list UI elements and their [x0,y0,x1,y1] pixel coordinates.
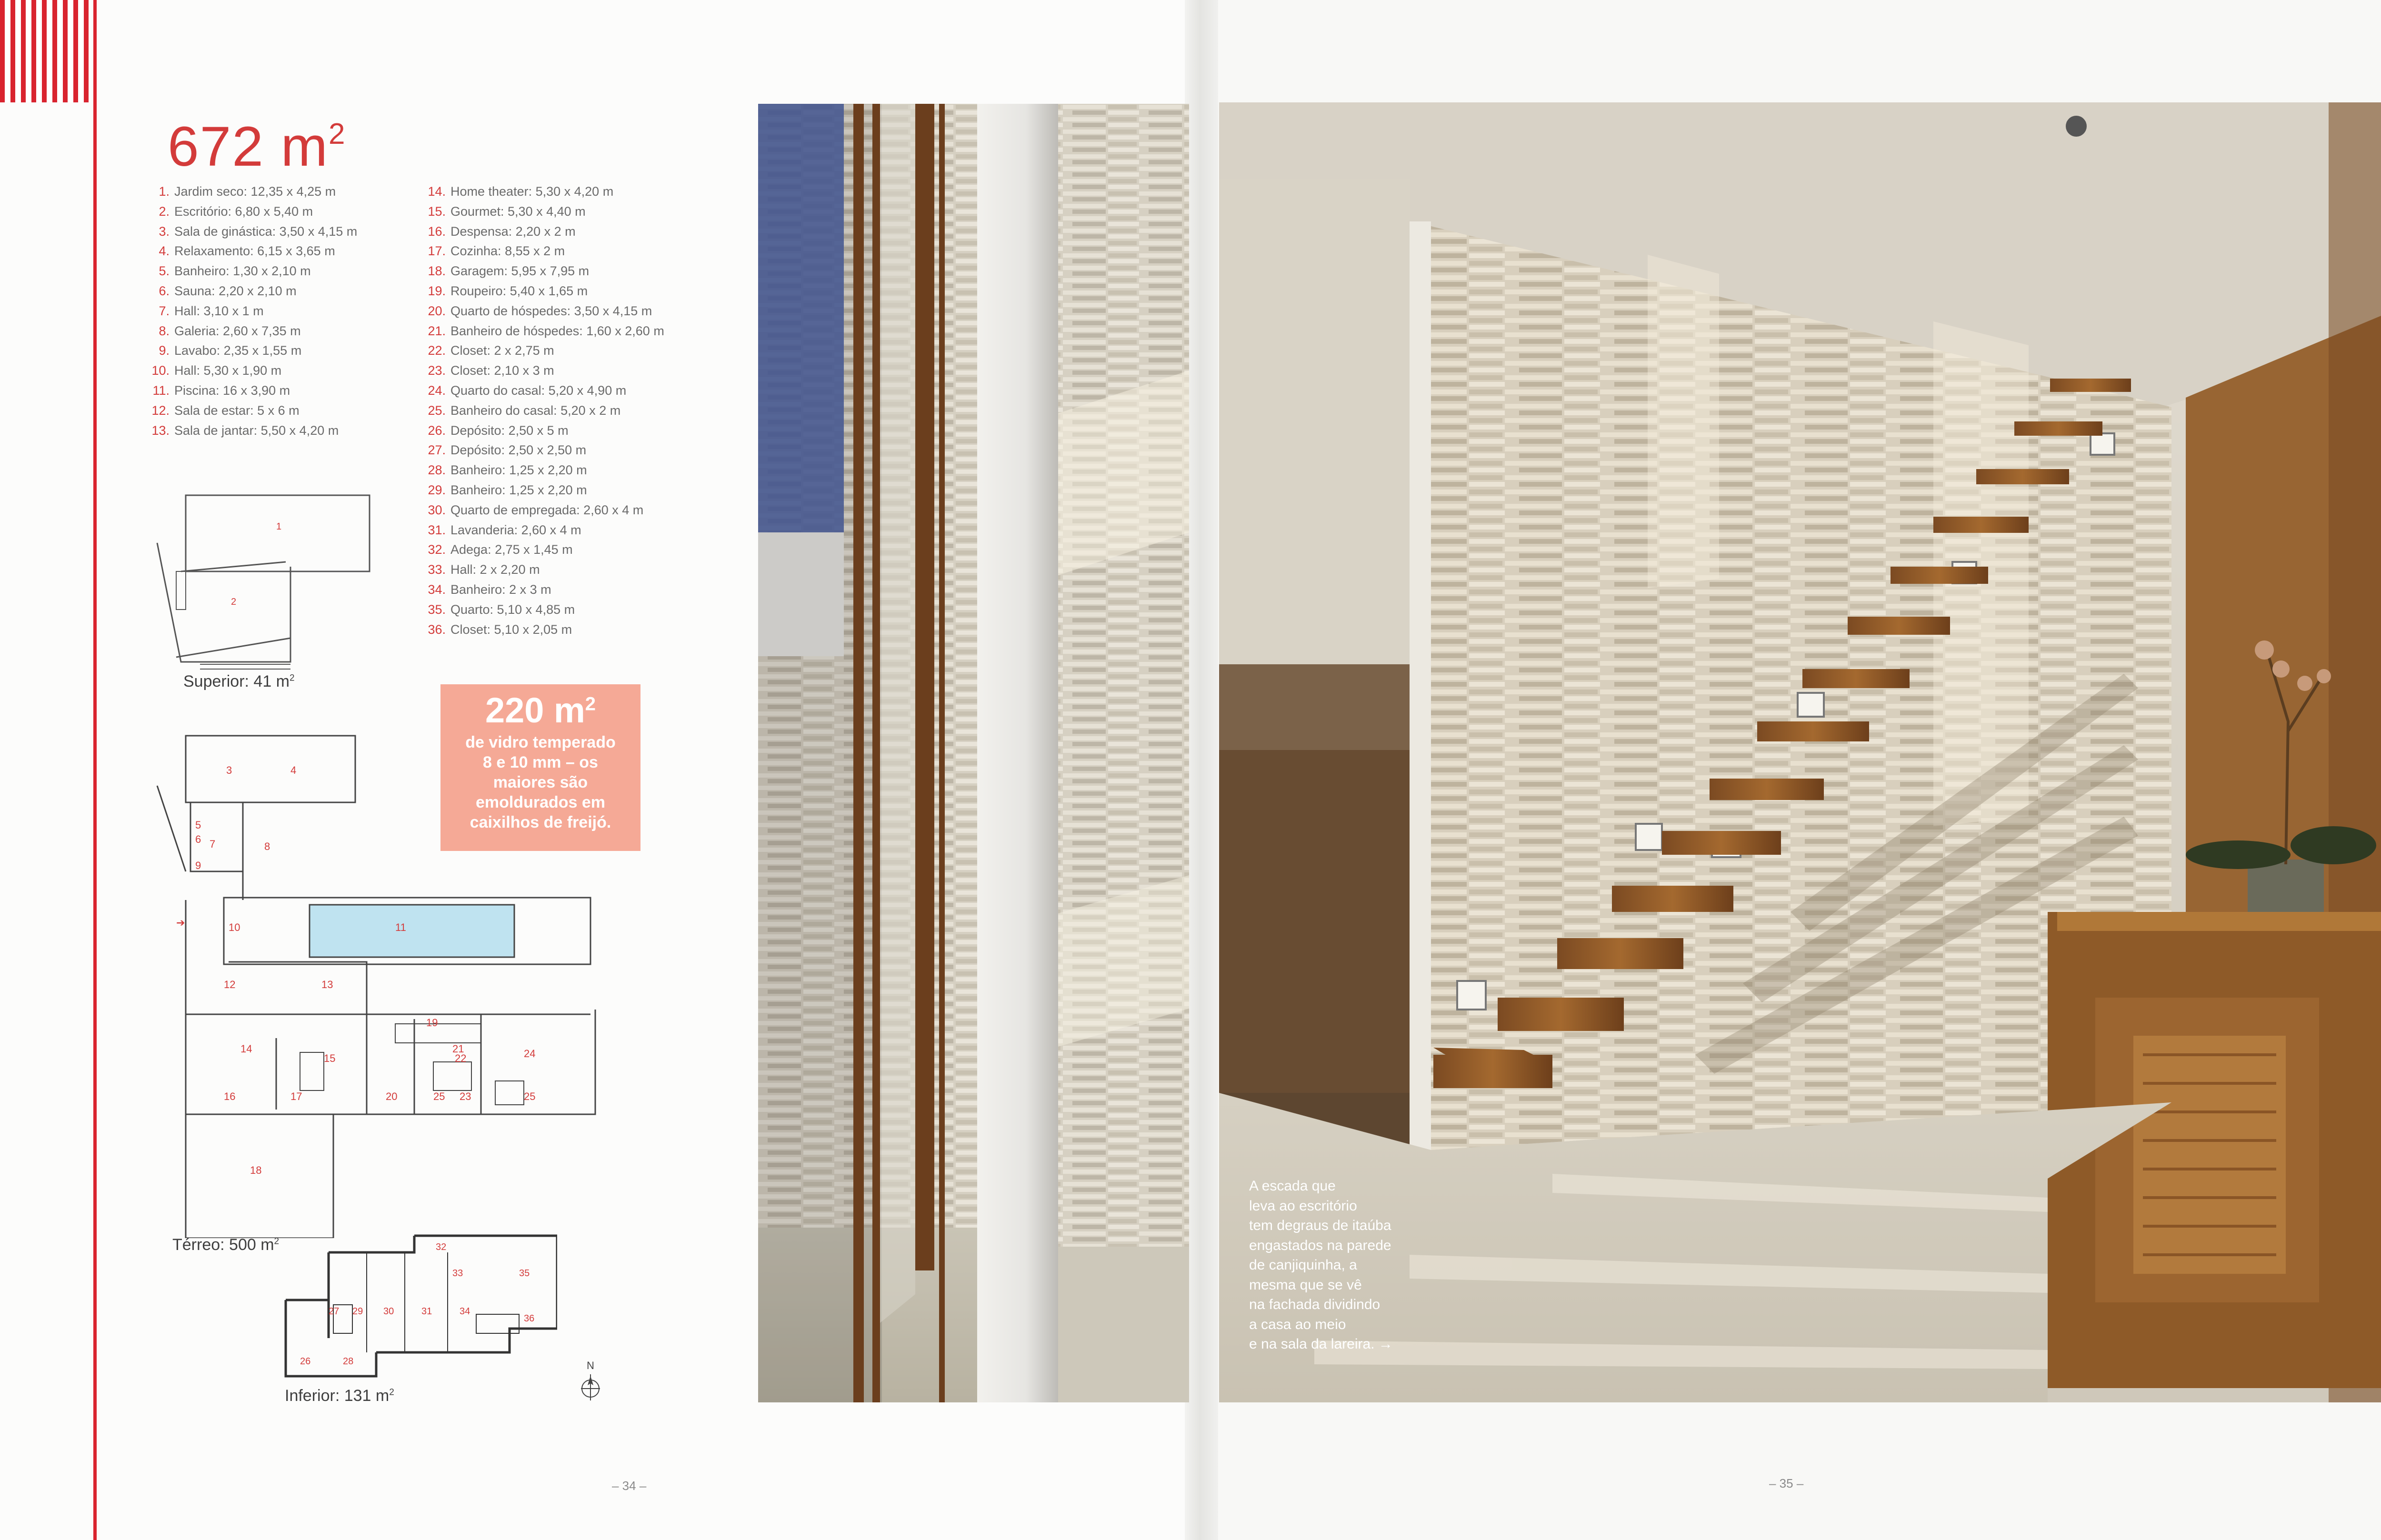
list-item: 26. Depósito: 2,50 x 5 m [428,423,569,438]
svg-text:27: 27 [329,1306,340,1317]
list-item: 29. Banheiro: 1,25 x 2,20 m [428,482,587,497]
svg-text:31: 31 [421,1306,432,1317]
svg-text:11: 11 [395,921,406,933]
stair-caption: A escada que leva ao escritório tem degraus de itaúba engastados na parede de canjiquinha, a mesma que se vê na fachada dividindo a casa ao meio e na sala da lareira. → [1249,1178,1393,1352]
svg-text:8: 8 [264,840,270,852]
list-item: 3. Sala de ginástica: 3,50 x 4,15 m [159,224,358,239]
list-item: 5. Banheiro: 1,30 x 2,10 m [159,264,311,279]
svg-text:10: 10 [229,921,240,933]
svg-text:13: 13 [321,979,333,990]
list-item: 22. Closet: 2 x 2,75 m [428,343,554,358]
svg-text:34: 34 [460,1306,470,1317]
page-number-left: – 34 – [612,1479,647,1493]
svg-text:19: 19 [426,1017,438,1029]
svg-text:15: 15 [324,1052,336,1064]
list-item: 9. Lavabo: 2,35 x 1,55 m [159,343,302,358]
svg-text:7: 7 [210,838,216,850]
svg-text:26: 26 [300,1356,311,1367]
list-item: 31. Lavanderia: 2,60 x 4 m [428,522,581,537]
list-item: 30. Quarto de empregada: 2,60 x 4 m [428,502,644,517]
list-item: 16. Despensa: 2,20 x 2 m [428,224,576,239]
list-item: 12. Sala de estar: 5 x 6 m [151,403,300,418]
list-item: 6. Sauna: 2,20 x 2,10 m [159,283,297,298]
plan-label-superior: Superior: 41 $m^2$ [183,672,295,690]
svg-text:25: 25 [524,1090,536,1102]
list-item: 15. Gourmet: 5,30 x 4,40 m [428,204,586,219]
floor-plan-terreo [148,729,600,1238]
svg-text:30: 30 [383,1306,394,1317]
list-item: 32. Adega: 2,75 x 1,45 m [428,542,573,557]
plan-label-inferior: Inferior: 131 $m^2$ [285,1387,394,1405]
list-item: 4. Relaxamento: 6,15 x 3,65 m [159,244,335,259]
svg-text:25: 25 [433,1090,445,1102]
svg-text:6: 6 [195,833,201,845]
list-item: 27. Depósito: 2,50 x 2,50 m [428,443,587,458]
list-item: 33. Hall: 2 x 2,20 m [428,562,540,577]
plan-label-terreo: Térreo: 500 $m^2$ [172,1236,280,1254]
list-item: 8. Galeria: 2,60 x 7,35 m [159,323,301,338]
north-arrow-icon: N [579,1360,602,1402]
list-item: 18. Garagem: 5,95 x 7,95 m [428,264,590,279]
svg-text:3: 3 [226,764,232,776]
svg-text:20: 20 [386,1090,398,1102]
arrow-right-icon: → [1378,1336,1393,1352]
list-item: 28. Banheiro: 1,25 x 2,20 m [428,463,587,478]
svg-text:4: 4 [290,764,297,776]
svg-text:17: 17 [290,1090,302,1102]
svg-text:1: 1 [276,521,282,532]
list-item: 24. Quarto do casal: 5,20 x 4,90 m [428,383,627,398]
page-number-right: – 35 – [1769,1476,1804,1490]
svg-text:35: 35 [519,1268,530,1279]
svg-text:9: 9 [195,860,201,871]
svg-text:22: 22 [455,1052,467,1064]
binding-gutter [1185,0,1218,1540]
list-item: 19. Roupeiro: 5,40 x 1,65 m [428,283,588,298]
list-item: 36. Closet: 5,10 x 2,05 m [428,622,572,637]
room-list-column-2 [419,182,664,640]
svg-text:2: 2 [231,597,237,607]
svg-text:23: 23 [460,1090,471,1102]
red-stripe-pattern [0,0,90,102]
list-item: 13. Sala de jantar: 5,50 x 4,20 m [151,423,339,438]
list-item: 14. Home theater: 5,30 x 4,20 m [428,184,614,199]
svg-text:29: 29 [352,1306,363,1317]
list-item: 10. Hall: 5,30 x 1,90 m [151,363,282,378]
floor-plan-inferior [281,1233,557,1381]
list-item: 17. Cozinha: 8,55 x 2 m [428,244,565,259]
floor-plan-superior [148,486,376,676]
list-item: 23. Closet: 2,10 x 3 m [428,363,554,378]
room-list-column-1 [143,182,357,440]
svg-text:24: 24 [524,1048,536,1060]
svg-text:28: 28 [343,1356,354,1367]
svg-text:12: 12 [224,979,236,990]
svg-text:33: 33 [452,1268,463,1279]
list-item: 25. Banheiro do casal: 5,20 x 2 m [428,403,621,418]
total-area-title: 672 $m^2$ [168,115,346,178]
svg-text:➔: ➔ [176,917,185,929]
list-item: 21. Banheiro de hóspedes: 1,60 x 2,60 m [428,323,664,338]
svg-text:21: 21 [452,1043,464,1055]
list-item: 35. Quarto: 5,10 x 4,85 m [428,602,575,617]
svg-text:5: 5 [195,819,201,831]
red-margin-line [93,0,97,1540]
list-item: 1. Jardim seco: 12,35 x 4,25 m [159,184,336,199]
svg-text:18: 18 [250,1164,262,1176]
list-item: 11. Piscina: 16 x 3,90 m [152,383,290,398]
svg-text:16: 16 [224,1090,236,1102]
photo-glass-facade [758,104,1189,1402]
list-item: 34. Banheiro: 2 x 3 m [428,582,551,597]
list-item: 2. Escritório: 6,80 x 5,40 m [159,204,313,219]
svg-text:32: 32 [436,1242,447,1252]
svg-text:36: 36 [524,1313,535,1324]
list-item: 7. Hall: 3,10 x 1 m [159,303,264,318]
callout-headline: 220 $m^2$ [485,690,596,730]
svg-text:14: 14 [240,1043,252,1055]
list-item: 20. Quarto de hóspedes: 3,50 x 4,15 m [428,303,652,318]
callout-text: de vidro temperado 8 e 10 mm – os maiores são emoldurados em caixilhos de freijó. [465,733,616,831]
